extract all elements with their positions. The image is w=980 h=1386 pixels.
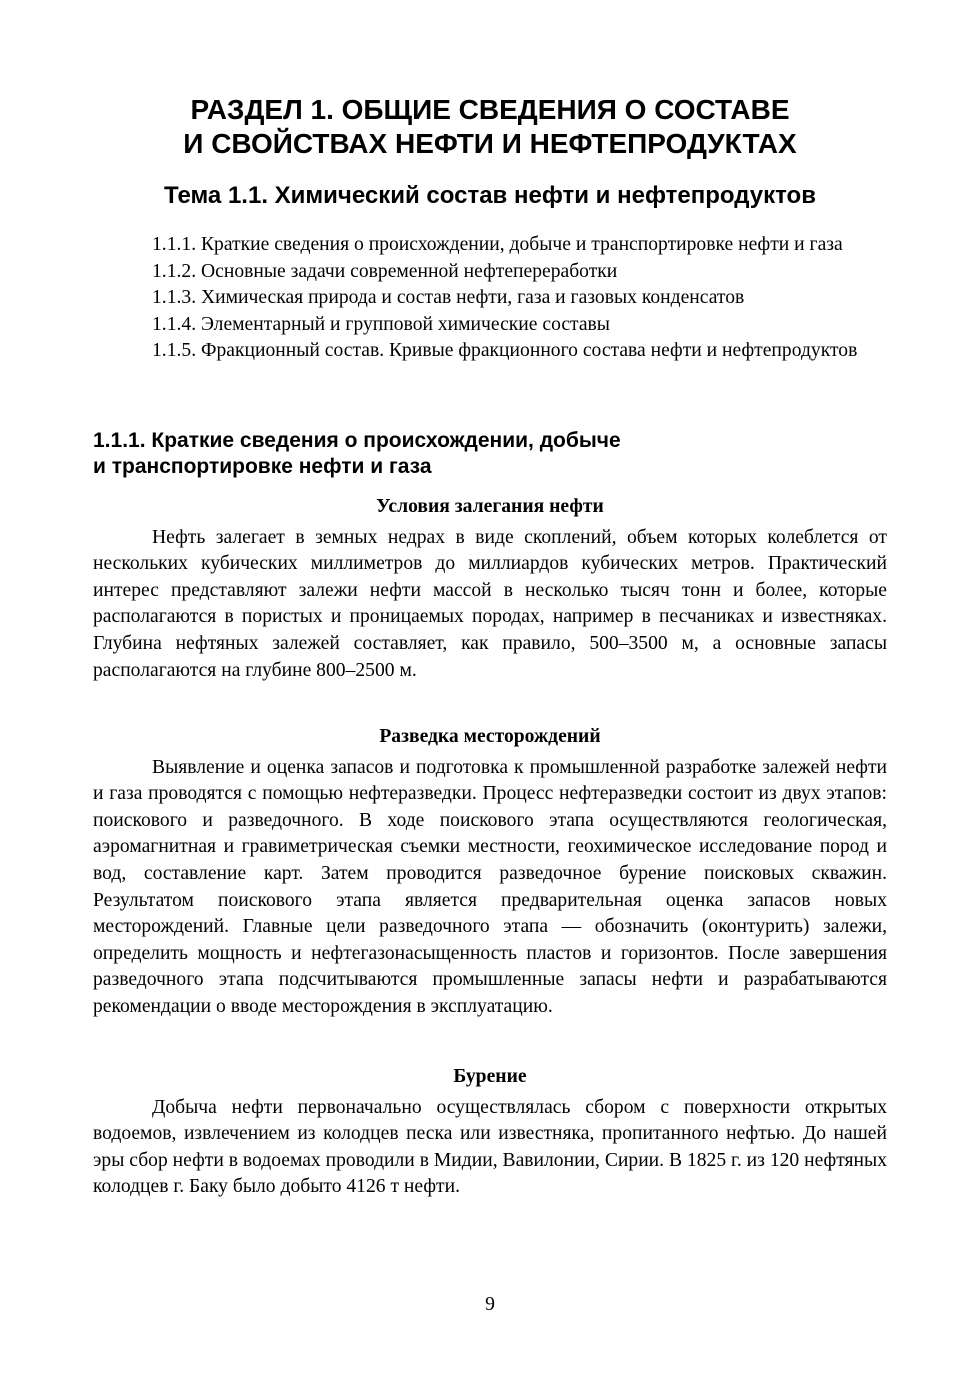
toc-item: 1.1.1. Краткие сведения о происхождении, добыче и транспортировке нефти и газа bbox=[152, 234, 843, 255]
block-heading: Условия залегания нефти bbox=[376, 496, 604, 517]
block-drilling bbox=[93, 1064, 887, 1201]
section-title-line-2: И СВОЙСТВАХ НЕФТИ И НЕФТЕПРОДУКТАХ bbox=[183, 128, 797, 159]
toc-item: 1.1.5. Фракционный состав. Кривые фракционного состава нефти и нефтепродуктов bbox=[152, 340, 858, 362]
block-paragraph: Нефть залегает в земных недрах в виде скоплений, объем которых колеблется от нескольких кубических миллиметров до миллиардов кубических метров. Практический интерес представляют залежи нефти массой в несколько тысяч тонн и более, которые располагаются в пористых и проницаемых породах, например в песчаниках и известняках. Глубина нефтяных залежей составляет, как правило, 500–3500 м, а основные запасы располагаются на глубине 800–2500 м. bbox=[93, 526, 887, 681]
subsection-title-line-2: и транспортировке нефти и газа bbox=[93, 455, 432, 478]
section-title-line-1: РАЗДЕЛ 1. ОБЩИЕ СВЕДЕНИЯ О СОСТАВЕ bbox=[190, 94, 790, 125]
subsection-title bbox=[93, 428, 887, 480]
block-oil-occurrence bbox=[93, 494, 887, 684]
block-paragraph: Выявление и оценка запасов и подготовка к промышленной разработке залежей нефти и газа проводятся с помощью нефтеразведки. Процесс нефтеразведки состоит из двух этапов: поискового и разведочного. В ходе поискового этапа осуществляются геологическая, аэромагнитная и гравиметрическая съемки местности, геохимическое исследование пород и вод, составление карт. Затем проводится разведочное бурение поисковых скважин. Результатом поискового этапа является предварительная оценка запасов новых месторождений. Главные цели разведочного этапа — обозначить (оконтурить) залежи, определить мощность и нефтегазонасыщенность пластов и горизонтов. После завершения разведочного этапа подсчитываются промышленные запасы нефти и разрабатываются рекомендации о вводе месторождения в эксплуатацию. bbox=[93, 756, 887, 1017]
block-heading: Разведка месторождений bbox=[379, 726, 601, 747]
block-exploration bbox=[93, 724, 887, 1021]
toc-item: 1.1.2. Основные задачи современной нефтепереработки bbox=[152, 260, 618, 282]
block-paragraph: Добыча нефти первоначально осуществлялась сбором с поверхности открытых водоемов, извлечением из колодцев песка или известняка, пропитанного нефтью. До нашей эры сбор нефти в водоемах проводили в Мидии, Вавилонии, Сирии. В 1825 г. из 120 нефтяных колодцев г. Баку было добыто 4126 т нефти. bbox=[93, 1096, 887, 1198]
topic-title: Тема 1.1. Химический состав нефти и нефтепродуктов bbox=[164, 182, 816, 209]
section-title bbox=[93, 93, 887, 161]
page-number: 9 bbox=[485, 1294, 495, 1315]
block-heading: Бурение bbox=[453, 1066, 527, 1087]
subsection-title-line-1: 1.1.1. Краткие сведения о происхождении, добыче bbox=[93, 429, 621, 452]
table-of-contents bbox=[93, 232, 887, 365]
toc-item: 1.1.4. Элементарный и групповой химические составы bbox=[152, 313, 610, 335]
toc-item: 1.1.3. Химическая природа и состав нефти, газа и газовых конденсатов bbox=[152, 287, 745, 309]
